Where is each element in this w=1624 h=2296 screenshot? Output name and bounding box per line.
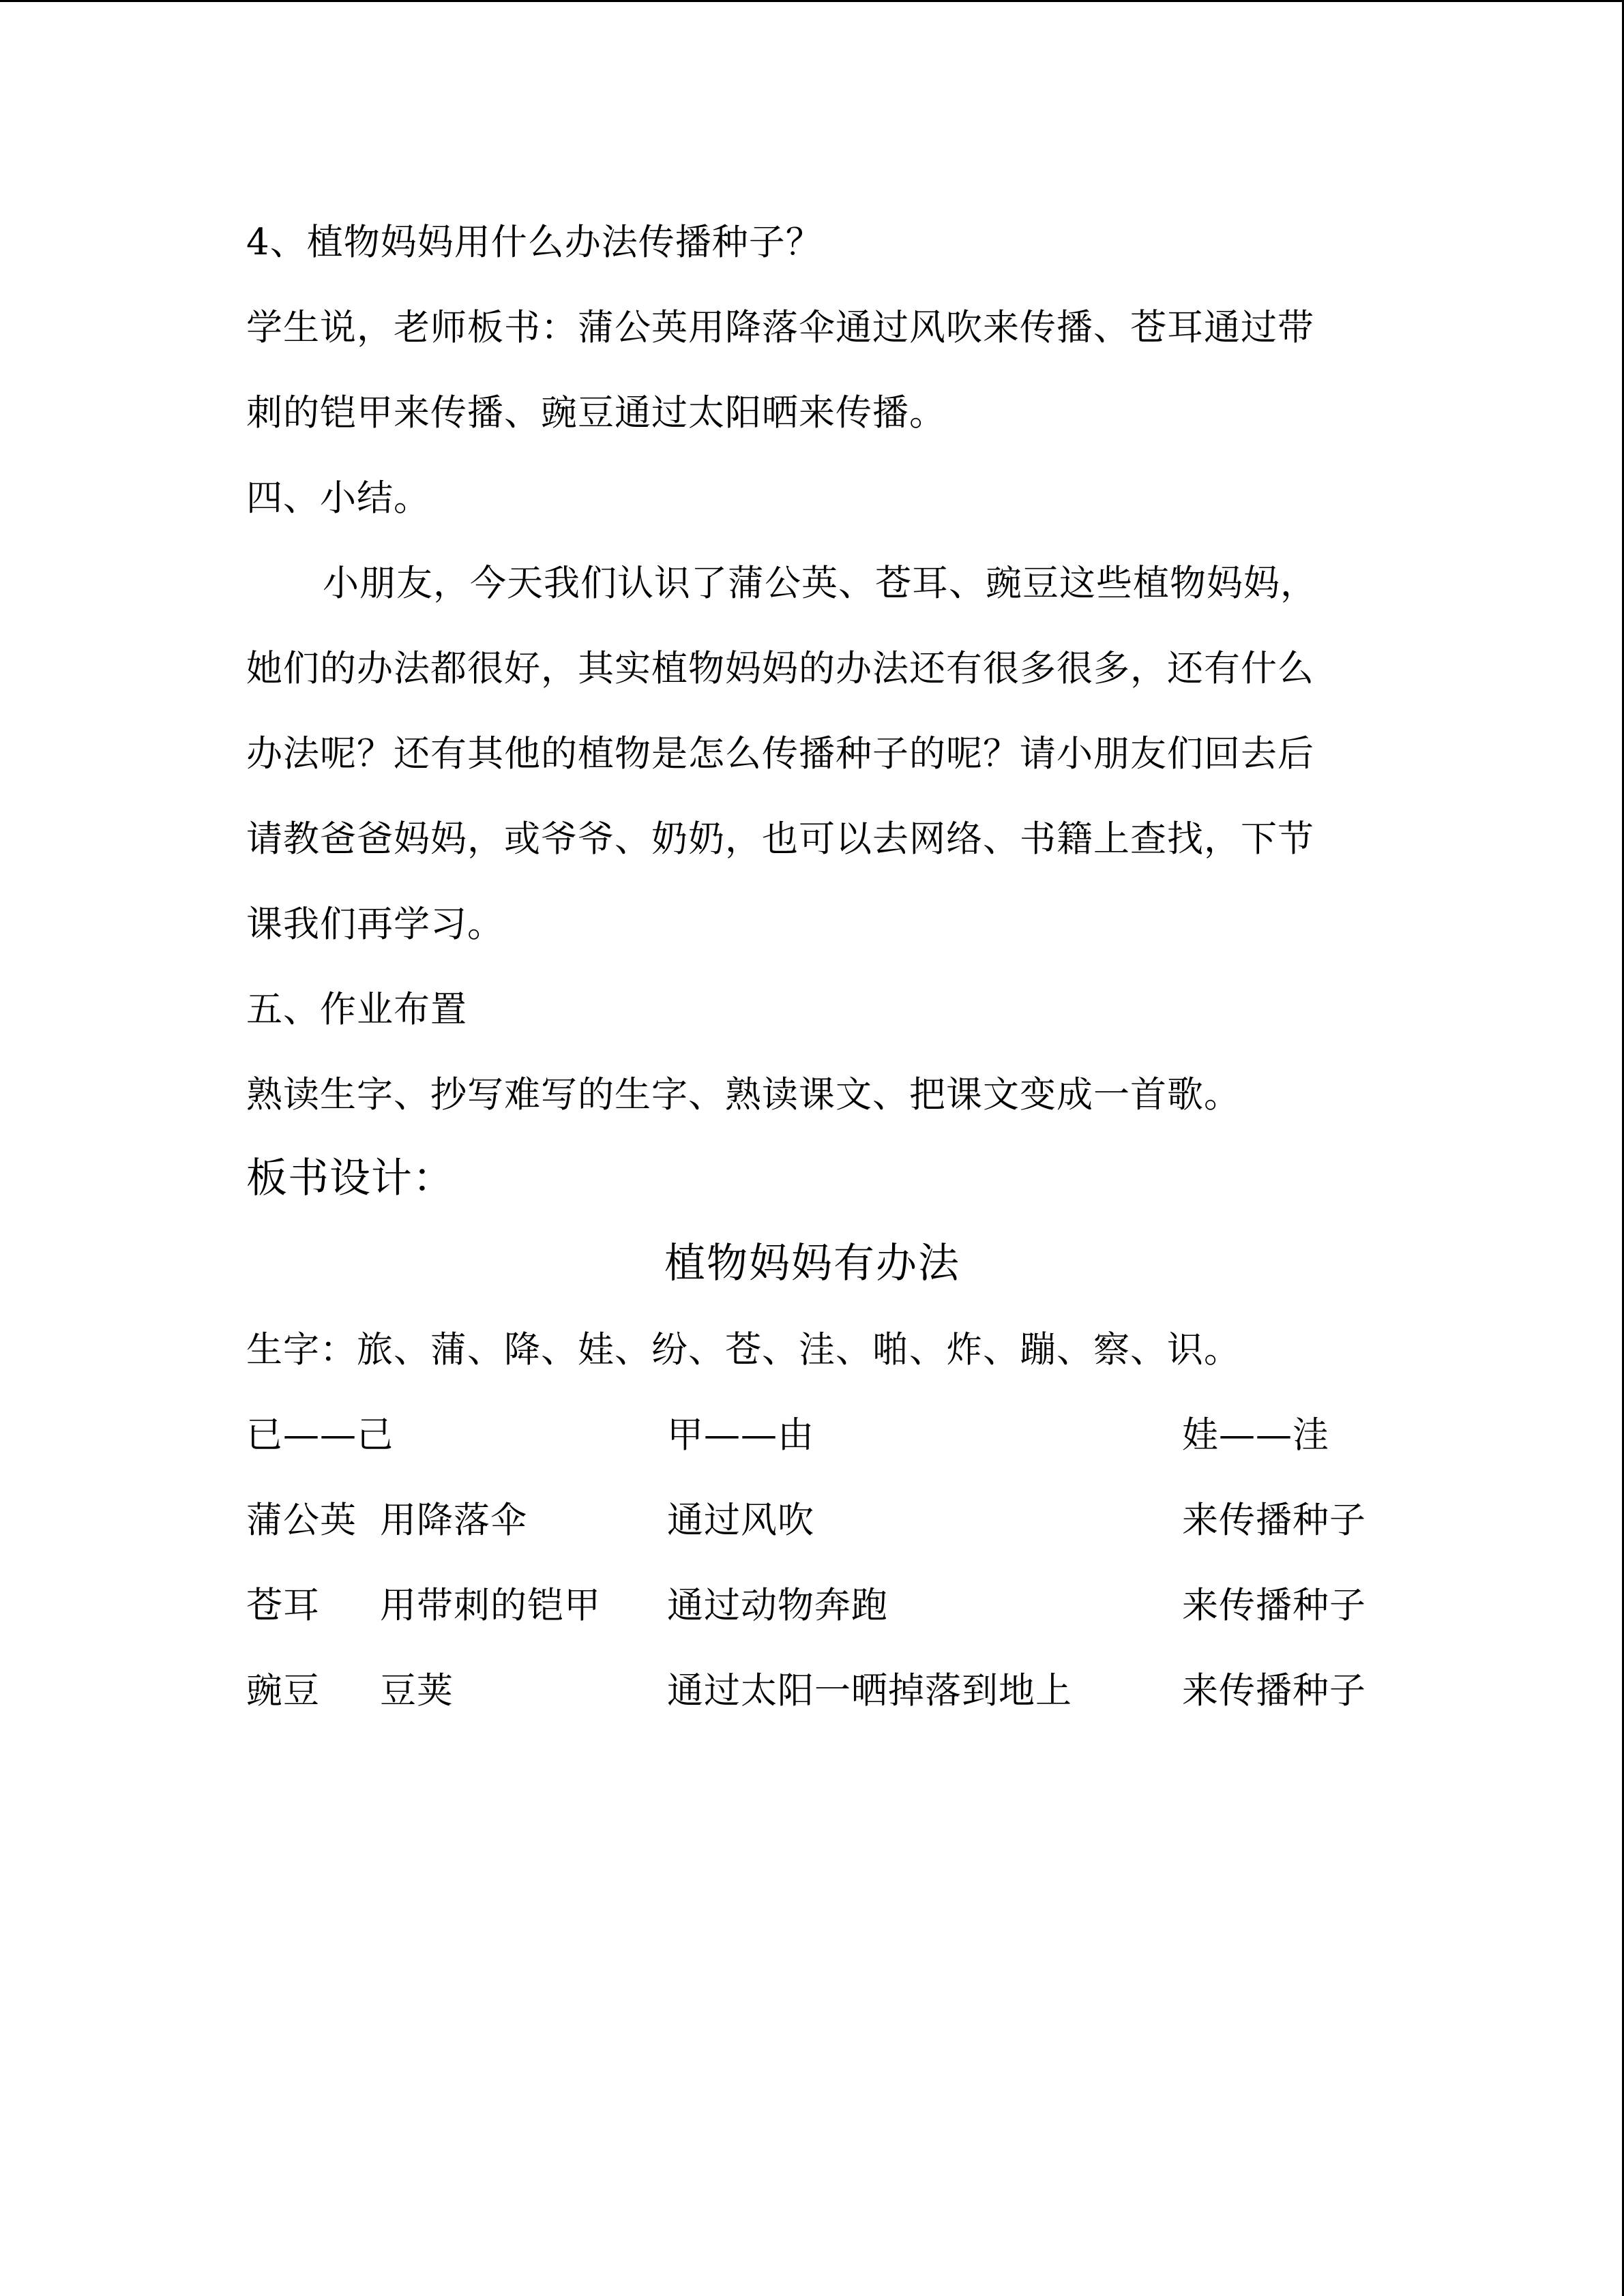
paragraph-line: 办法呢？还有其他的植物是怎么传播种子的呢？请小朋友们回去后 [246, 733, 1314, 775]
plant-name: 蒲公英 [246, 1500, 357, 1541]
character-pair: 已——己 [246, 1414, 394, 1456]
plant-means: 通过太阳一晒掉落到地上 [667, 1670, 1072, 1712]
plant-means: 通过风吹 [667, 1500, 814, 1541]
character-pairs-row [246, 1414, 1406, 1458]
homework-text: 熟读生字、抄写难写的生字、熟读课文、把课文变成一首歌。 [246, 1074, 1241, 1116]
character-pair: 娃——洼 [1182, 1414, 1329, 1456]
board-design-heading: 板书设计： [246, 1154, 454, 1202]
plant-result: 来传播种子 [1182, 1585, 1366, 1626]
new-characters-line: 生字：旅、蒲、降、娃、纷、苍、洼、啪、炸、蹦、察、识。 [246, 1329, 1241, 1371]
board-row [246, 1670, 1406, 1714]
character-pair: 甲——由 [667, 1414, 814, 1456]
plant-name: 苍耳 [246, 1585, 320, 1626]
question-4: 4、植物妈妈用什么办法传播种子？ [246, 222, 823, 263]
paragraph-line: 课我们再学习。 [246, 904, 504, 945]
plant-tool: 用降落伞 [380, 1500, 527, 1541]
plant-result: 来传播种子 [1182, 1670, 1366, 1712]
paragraph-line: 刺的铠甲来传播、豌豆通过太阳晒来传播。 [246, 392, 946, 434]
paragraph-line: 她们的办法都很好，其实植物妈妈的办法还有很多很多，还有什么 [246, 648, 1314, 689]
board-title: 植物妈妈有办法 [664, 1240, 960, 1287]
paragraph-line: 小朋友，今天我们认识了蒲公英、苍耳、豌豆这些植物妈妈， [323, 563, 1317, 604]
plant-tool: 豆荚 [380, 1670, 454, 1712]
board-row [246, 1587, 1406, 1628]
plant-tool: 用带刺的铠甲 [380, 1585, 601, 1626]
plant-name: 豌豆 [246, 1670, 320, 1712]
board-row [246, 1502, 1406, 1543]
section-heading-summary: 四、小结。 [246, 477, 430, 519]
plant-means: 通过动物奔跑 [667, 1585, 888, 1626]
plant-result: 来传播种子 [1182, 1500, 1366, 1541]
section-heading-homework: 五、作业布置 [246, 989, 467, 1030]
paragraph-line: 请教爸爸妈妈，或爷爷、奶奶，也可以去网络、书籍上查找，下节 [246, 818, 1314, 860]
paragraph-line: 学生说，老师板书：蒲公英用降落伞通过风吹来传播、苍耳通过带 [246, 307, 1314, 348]
